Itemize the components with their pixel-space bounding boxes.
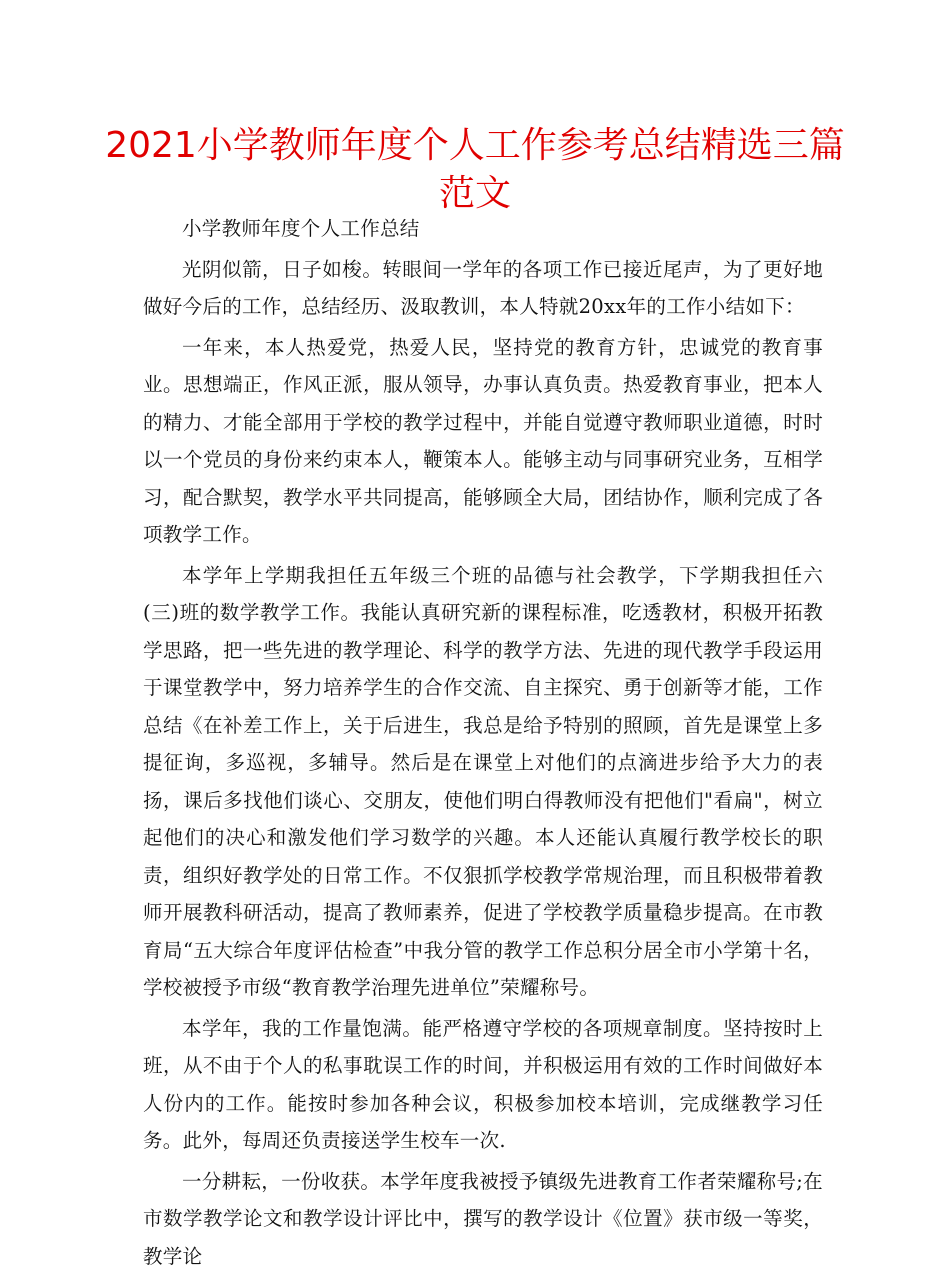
document-title [100, 122, 850, 218]
paragraph-conduct: 一年来，本人热爱党，热爱人民，坚持党的教育方针，忠诚党的教育事业。思想端正，作风正派，服从领导，办事认真负责。热爱教育事业，把本人的精力、才能全部用于学校的教学过程中，并能自觉遵守教师职业道德，时时以一个党员的身份来约束本人，鞭策本人。能够主动与同事研究业务，互相学习，配合默契，教学水平共同提高，能够顾全大局，团结协作，顺利完成了各项教学工作。 [143, 335, 823, 546]
section-heading: 小学教师年度个人工作总结 [182, 217, 420, 240]
paragraph-workload: 本学年，我的工作量饱满。能严格遵守学校的各项规章制度。坚持按时上班，从不由于个人的私事耽误工作的时间，并积极运用有效的工作时间做好本人份内的工作。能按时参加各种会议，积极参加校本培训，完成继教学习任务。此外，每周还负责接送学生校车一次. [143, 1016, 823, 1152]
document-body [143, 210, 823, 1278]
document-title-line-2: 范文 [438, 173, 511, 214]
paragraph-achievements: 一分耕耘，一份收获。本学年度我被授予镇级先进教育工作者荣耀称号;在市数学教学论文和教学设计评比中，撰写的教学设计《位置》获市级一等奖，教学论 [143, 1169, 823, 1268]
paragraph-teaching: 本学年上学期我担任五年级三个班的品德与社会教学，下学期我担任六(三)班的数学教学工作。我能认真研究新的课程标准，吃透教材，积极开拓教学思路，把一些先进的教学理论、科学的教学方法、先进的现代教学手段运用于课堂教学中，努力培养学生的合作交流、自主探究、勇于创新等才能，工作总结《在补差工作上，关于后进生，我总是给予特别的照顾，首先是课堂上多提征询，多巡视，多辅导。然后是在课堂上对他们的点滴进步给予大力的表扬，课后多找他们谈心、交朋友，使他们明白得教师没有把他们"看扁"，树立起他们的决心和激发他们学习数学的兴趣。本人还能认真履行教学校长的职责，组织好教学处的日常工作。不仅狠抓学校教学常规治理，而且积极带着教师开展教科研活动，提高了教师素养，促进了学校教学质量稳步提高。在市教育局“五大综合年度评估检查”中我分管的教学工作总积分居全市小学第十名，学校被授予市级“教育教学治理先进单位”荣耀称号。 [143, 563, 823, 999]
paragraph-intro: 光阴似箭，日子如梭。转眼间一学年的各项工作已接近尾声，为了更好地做好今后的工作，总结经历、汲取教训，本人特就20xx年的工作小结如下： [143, 257, 823, 318]
document-title-line-1: 2021小学教师年度个人工作参考总结精选三篇 [105, 125, 845, 166]
